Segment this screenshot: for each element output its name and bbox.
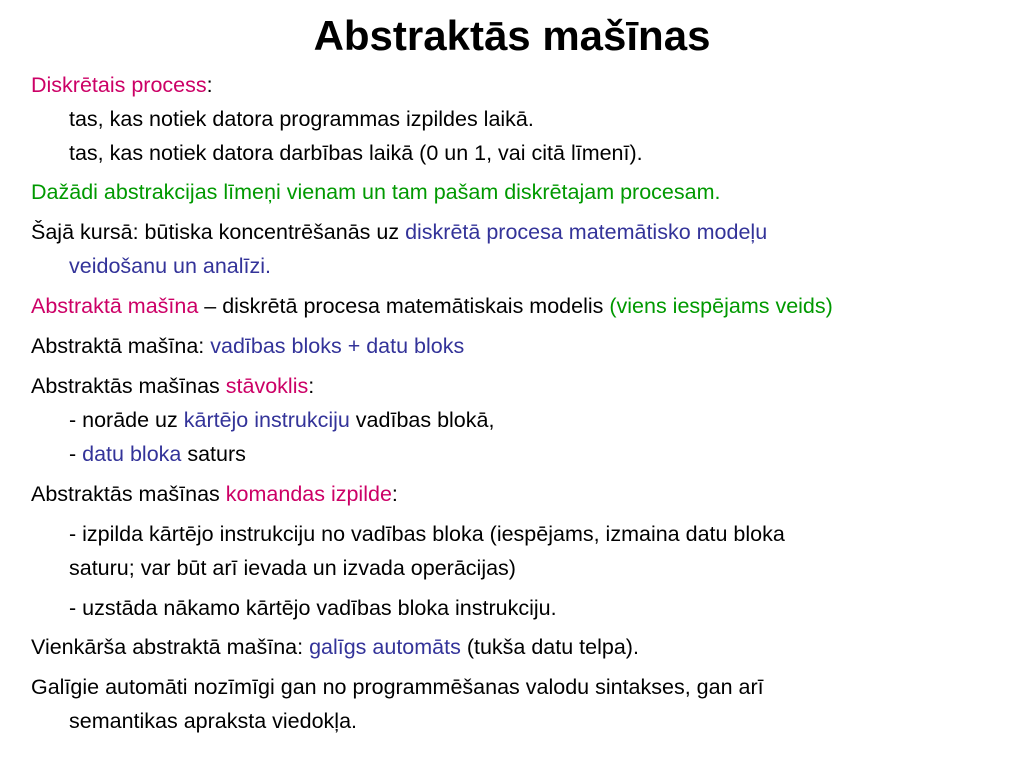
slide-line-text: semantikas apraksta viedokļa.	[69, 709, 358, 733]
slide-line	[31, 72, 213, 98]
slide-line-text: komandas izpilde	[225, 482, 392, 506]
slide-line-text: saturs	[181, 442, 246, 466]
slide-line	[69, 106, 534, 132]
slide-line-text: vadības blokā,	[349, 408, 495, 432]
slide-line	[31, 333, 464, 359]
slide-line-text: vadības bloks + datu bloks	[210, 334, 465, 358]
slide-line-text: Dažādi abstrakcijas līmeņi vienam un tam pašam diskrētajam procesam.	[31, 180, 721, 204]
slide-line-text: diskrētā procesa matemātisko modeļu	[405, 220, 768, 244]
slide-line-text: - uzstāda nākamo kārtējo vadības bloka instrukciju.	[69, 596, 557, 620]
slide-line-text: Šajā kursā: būtiska koncentrēšanās uz	[31, 220, 406, 244]
slide-line	[31, 674, 764, 700]
slide-line	[31, 293, 833, 319]
slide-line-text: galīgs automāts	[309, 635, 461, 659]
slide-line-text: stāvoklis	[225, 374, 309, 398]
slide-line-text: :	[206, 73, 213, 97]
slide-line-text: -	[69, 442, 83, 466]
slide-line	[69, 521, 785, 547]
slide-line-text: - norāde uz	[69, 408, 184, 432]
slide-line-text: veidošanu un analīzi.	[69, 254, 272, 278]
slide-line	[69, 441, 246, 467]
slide-line	[31, 179, 720, 205]
slide-line	[69, 595, 557, 621]
slide-line-text: Diskrētais process	[31, 73, 207, 97]
slide-line-text: saturu; var būt arī ievada un izvada operācijas)	[69, 556, 516, 580]
slide-line-text: Abstraktā mašīna:	[31, 334, 211, 358]
slide-line-text: Abstraktās mašīnas	[31, 374, 226, 398]
slide-line-text: Abstraktās mašīnas	[31, 482, 226, 506]
slide-line-text: (tukša datu telpa).	[460, 635, 639, 659]
slide-line-text: - izpilda kārtējo instrukciju no vadības bloka (iespējams, izmaina datu bloka	[69, 522, 785, 546]
slide-line	[31, 634, 639, 660]
slide-title: Abstraktās mašīnas	[313, 12, 711, 59]
slide-line-text: :	[308, 374, 315, 398]
slide-line	[31, 373, 314, 399]
slide-line-text: tas, kas notiek datora programmas izpildes laikā.	[69, 107, 534, 131]
slide-line-text: Vienkārša abstraktā mašīna:	[31, 635, 310, 659]
slide-line	[69, 555, 516, 581]
slide-line	[31, 481, 398, 507]
slide-line-text: – diskrētā procesa matemātiskais modelis	[198, 294, 610, 318]
slide-line-text: Abstraktā mašīna	[31, 294, 199, 318]
slide-line-text: (viens iespējams veids)	[609, 294, 833, 318]
slide-line	[69, 407, 494, 433]
slide-line	[31, 219, 767, 245]
slide-line-text: tas, kas notiek datora darbības laikā (0 un 1, vai citā līmenī).	[69, 141, 643, 165]
slide-line	[69, 253, 271, 279]
slide-line-text: datu bloka	[82, 442, 182, 466]
slide-line	[69, 708, 357, 734]
slide-line-text: :	[391, 482, 398, 506]
slide-line-text: Galīgie automāti nozīmīgi gan no programmēšanas valodu sintakses, gan arī	[31, 675, 764, 699]
slide-line	[69, 140, 643, 166]
slide-line-text: kārtējo instrukciju	[183, 408, 350, 432]
